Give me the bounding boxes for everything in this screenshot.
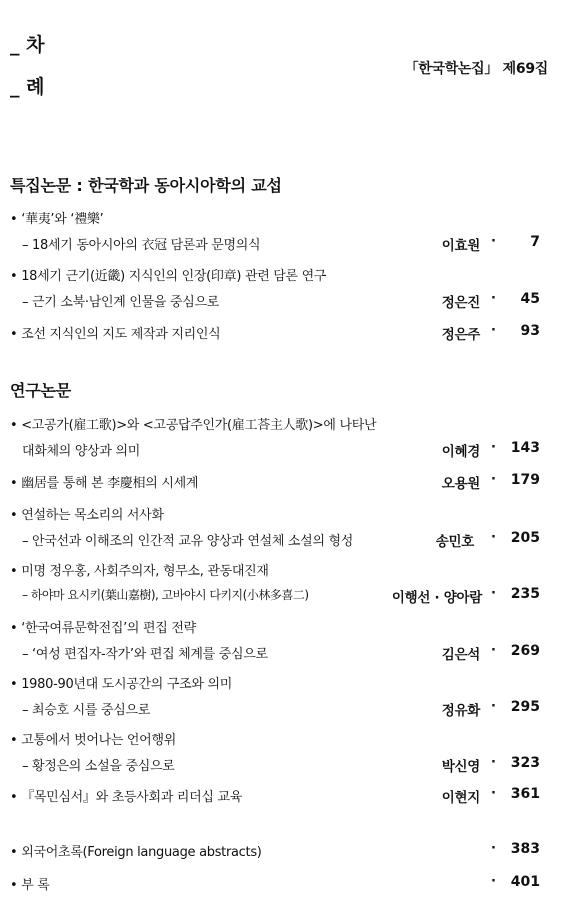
journal-title: 「한국학논집」 제69집 <box>404 61 548 77</box>
entry-title: • 18세기 근기(近畿) 지식인의 인장(印章) 관련 담론 연구 <box>10 269 327 284</box>
entry-author: 박신영 <box>441 759 480 775</box>
separator-dot: · <box>491 755 496 770</box>
entry-title: • ‘華夷’와 ‘禮樂’ <box>10 212 104 227</box>
separator-dot: · <box>491 530 496 545</box>
entry-page: 143 <box>510 440 540 456</box>
toc-heading-char-2: _ 례 <box>10 76 45 98</box>
separator-dot: · <box>491 586 496 601</box>
entry-subtitle: – 하야마 요시키(葉山嘉樹), 고바야시 다키지(小林多喜二) <box>22 588 309 602</box>
section-title-special: 특집논문 : 한국학과 동아시아학의 교섭 <box>10 176 282 195</box>
entry-page: 235 <box>510 586 540 602</box>
separator-dot: · <box>491 841 496 856</box>
entry-page: 295 <box>510 699 540 715</box>
entry-author: 김은석 <box>441 647 480 663</box>
separator-dot: · <box>491 291 496 306</box>
entry-title: • 연설하는 목소리의 서사화 <box>10 508 164 523</box>
entry-author: 정유화 <box>441 703 480 719</box>
entry-title: • <고공가(雇工歌)>와 <고공답주인가(雇工荅主人歌)>에 나타난 <box>10 418 377 433</box>
entry-page: 179 <box>510 472 540 488</box>
entry-page: 401 <box>510 874 540 890</box>
entry-page: 205 <box>510 530 540 546</box>
section-title-research: 연구논문 <box>10 381 72 400</box>
separator-dot: · <box>491 643 496 658</box>
entry-title: • 幽居를 통해 본 李慶相의 시세계 <box>10 476 199 491</box>
entry-author: 이혜경 <box>441 444 480 460</box>
entry-title: • ‘한국여류문학전집’의 편집 전략 <box>10 621 196 636</box>
entry-page: 323 <box>510 755 540 771</box>
entry-title: • 부 록 <box>10 878 50 893</box>
entry-subtitle: – 황정은의 소설을 중심으로 <box>22 759 175 774</box>
entry-subtitle: 대화체의 양상과 의미 <box>22 444 140 459</box>
separator-dot: · <box>491 472 496 487</box>
separator-dot: · <box>491 786 496 801</box>
entry-subtitle: – 근기 소북·남인계 인물을 중심으로 <box>22 295 219 310</box>
entry-page: 269 <box>510 643 540 659</box>
entry-page: 361 <box>510 786 540 802</box>
entry-subtitle: – 안국선과 이해조의 인간적 교유 양상과 연설체 소설의 형성 <box>22 534 354 549</box>
entry-page: 383 <box>510 841 540 857</box>
entry-author: 정은진 <box>441 295 480 311</box>
separator-dot: · <box>491 234 496 249</box>
entry-title: • 고통에서 벗어나는 언어행위 <box>10 733 176 748</box>
entry-page: 7 <box>530 234 540 250</box>
separator-dot: · <box>491 323 496 338</box>
entry-author: 오용원 <box>441 476 480 492</box>
separator-dot: · <box>491 874 496 889</box>
entry-page: 45 <box>520 291 540 307</box>
toc-heading-char-1: _ 차 <box>10 34 45 56</box>
entry-title: • 『목민심서』와 초등사회과 리더십 교육 <box>10 790 242 805</box>
entry-author: 송민호 <box>435 534 474 550</box>
entry-subtitle: – 18세기 동아시아의 衣冠 담론과 문명의식 <box>22 238 261 253</box>
entry-title: • 미명 정우홍, 사회주의자, 형무소, 관동대진재 <box>10 564 269 579</box>
entry-author: 이효원 <box>441 238 480 254</box>
entry-author: 이행선 · 양아람 <box>391 590 482 606</box>
entry-title: • 1980-90년대 도시공간의 구조와 의미 <box>10 677 233 692</box>
entry-title: • 외국어초록(Foreign language abstracts) <box>10 845 262 860</box>
entry-title: • 조선 지식인의 지도 제작과 지리인식 <box>10 327 221 342</box>
entry-author: 정은주 <box>441 327 480 343</box>
separator-dot: · <box>491 440 496 455</box>
entry-subtitle: – 최승호 시를 중심으로 <box>22 703 151 718</box>
entry-subtitle: – ‘여성 편집자-작가’와 편집 체계를 중심으로 <box>22 647 268 662</box>
entry-page: 93 <box>520 323 540 339</box>
entry-author: 이현지 <box>441 790 480 806</box>
separator-dot: · <box>491 699 496 714</box>
